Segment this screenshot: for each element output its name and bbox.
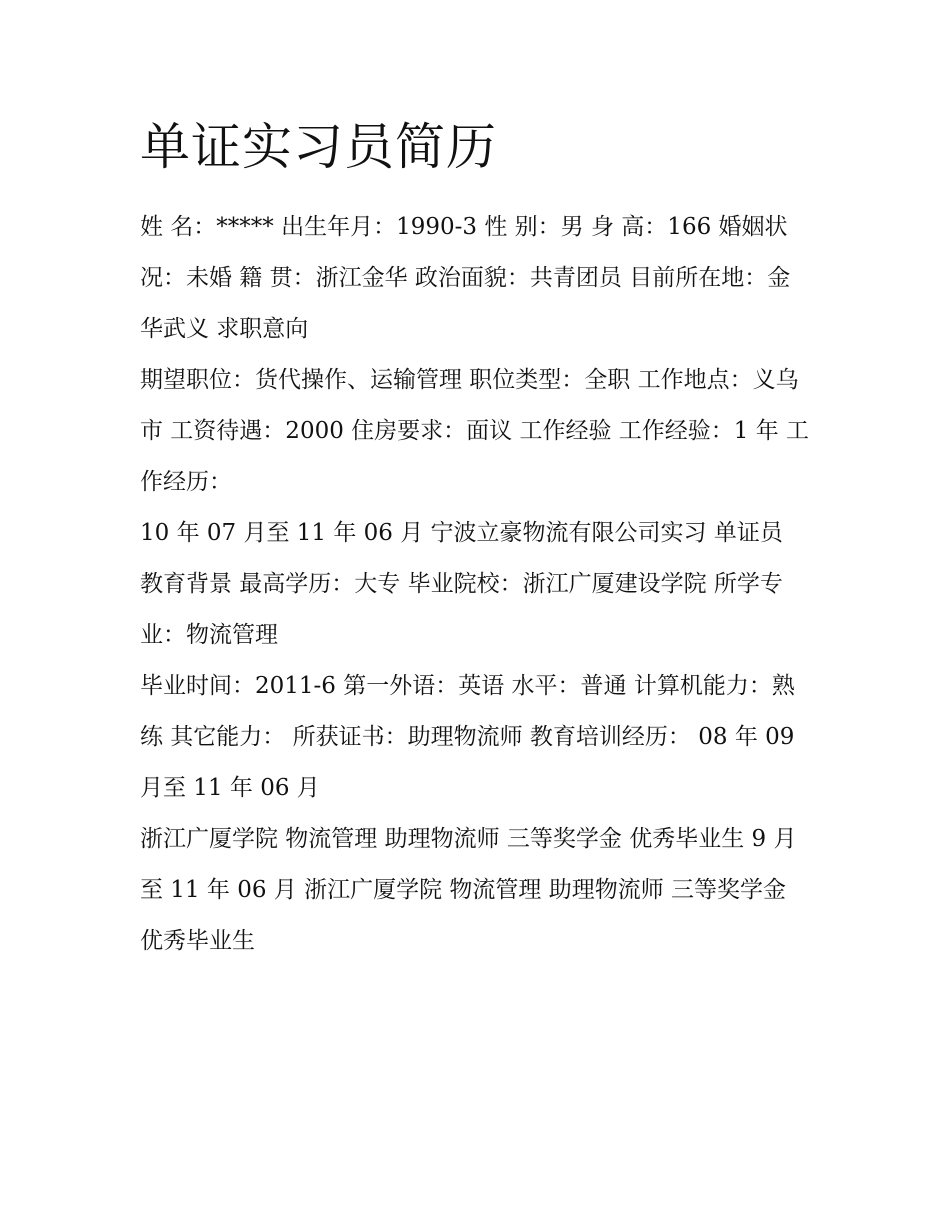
paragraph-training-awards: 浙江广厦学院 物流管理 助理物流师 三等奖学金 优秀毕业生 9 月至 11 年 06 月 浙江广厦学院 物流管理 助理物流师 三等奖学金 优秀毕业生	[140, 826, 797, 954]
paragraph-education-skills: 毕业时间：2011-6 第一外语：英语 水平：普通 计算机能力：熟练 其它能力： 所获证书：助理物流师 教育培训经历： 08 年 09 月至 11 年 06 月	[140, 673, 795, 801]
resume-content	[140, 112, 810, 967]
paragraph-personal-info: 姓 名：***** 出生年月：1990-3 性 别：男 身 高：166 婚姻状况：未婚 籍 贯：浙江金华 政治面貌：共青团员 目前所在地：金华武义 求职意向	[140, 214, 791, 342]
paragraph-work-experience: 10 年 07 月至 11 年 06 月 宁波立豪物流有限公司实习 单证员 教育背景 最高学历：大专 毕业院校：浙江广厦建设学院 所学专业：物流管理	[140, 520, 783, 648]
page-title: 单证实习员简历	[140, 118, 497, 176]
paragraph-job-intention: 期望职位：货代操作、运输管理 职位类型：全职 工作地点：义乌市 工资待遇：2000 住房要求：面议 工作经验 工作经验：1 年 工作经历：	[140, 367, 810, 495]
